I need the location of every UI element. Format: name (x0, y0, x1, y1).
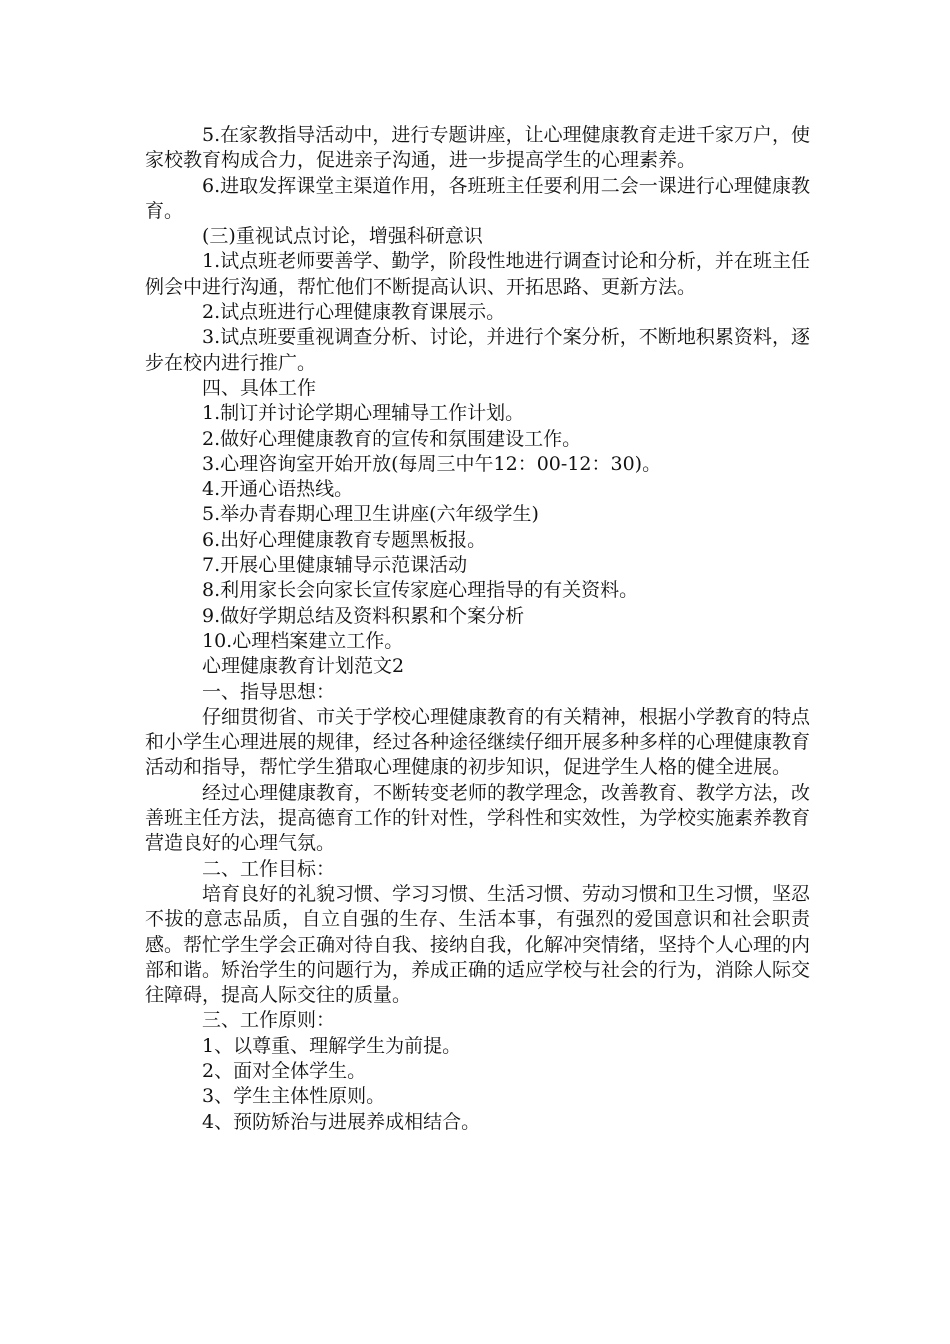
paragraph: 3.试点班要重视调查分析、讨论，并进行个案分析，不断地积累资料，逐步在校内进行推广。 (145, 326, 810, 374)
list-item: 3、学生主体性原则。 (202, 1085, 386, 1108)
list-item: 5.举办青春期心理卫生讲座(六年级学生) (202, 503, 539, 526)
list-item: 3.心理咨询室开始开放(每周三中午12：00-12：30)。 (202, 452, 662, 475)
section-heading: (三)重视试点讨论，增强科研意识 (202, 225, 483, 248)
paragraph: 经过心理健康教育，不断转变老师的教学理念，改善教育、教学方法，改善班主任方法，提高德育工作的针对性，学科性和实效性，为学校实施素养教育营造良好的心理气氛。 (145, 781, 811, 855)
list-item: 2、面对全体学生。 (202, 1059, 367, 1082)
list-item: 9.做好学期总结及资料积累和个案分析 (202, 604, 525, 627)
section-heading: 一、指导思想： (202, 680, 336, 703)
paragraph: 2.试点班进行心理健康教育课展示。 (202, 301, 506, 324)
paragraph: 5.在家教指导活动中，进行专题讲座，让心理健康教育走进千家万户，使家校教育构成合力，促进亲子沟通，进一步提高学生的心理素养。 (145, 124, 810, 172)
document-body (145, 123, 810, 1135)
section-heading: 二、工作目标： (202, 857, 336, 880)
paragraph: 1.试点班老师要善学、勤学，阶段性地进行调查讨论和分析，并在班主任例会中进行沟通，帮忙他们不断提高认识、开拓思路、更新方法。 (145, 250, 810, 298)
paragraph: 培育良好的礼貌习惯、学习习惯、生活习惯、劳动习惯和卫生习惯，坚忍不拔的意志品质，自立自强的生存、生活本事，有强烈的爱国意识和社会职责感。帮忙学生学会正确对待自我、接纳自我，化解冲突情绪，坚持个人心理的内部和谐。矫治学生的问题行为，养成正确的适应学校与社会的行为，消除人际交往障碍，提高人际交往的质量。 (145, 882, 811, 1007)
section-heading: 四、具体工作 (202, 376, 317, 399)
list-item: 8.利用家长会向家长宣传家庭心理指导的有关资料。 (202, 579, 639, 602)
paragraph: 6.进取发挥课堂主渠道作用，各班班主任要利用二会一课进行心理健康教育。 (145, 174, 810, 222)
document-title: 心理健康教育计划范文2 (202, 655, 405, 678)
list-item: 1、以尊重、理解学生为前提。 (202, 1034, 462, 1057)
list-item: 6.出好心理健康教育专题黑板报。 (202, 528, 487, 551)
list-item: 10.心理档案建立工作。 (202, 629, 404, 652)
list-item: 2.做好心理健康教育的宣传和氛围建设工作。 (202, 427, 582, 450)
list-item: 4、预防矫治与进展养成相结合。 (202, 1110, 481, 1133)
list-item: 1.制订并讨论学期心理辅导工作计划。 (202, 402, 525, 425)
section-heading: 三、工作原则： (202, 1009, 336, 1032)
list-item: 7.开展心里健康辅导示范课活动 (202, 554, 468, 577)
list-item: 4.开通心语热线。 (202, 478, 354, 501)
paragraph: 仔细贯彻省、市关于学校心理健康教育的有关精神，根据小学教育的特点和小学生心理进展的规律，经过各种途径继续仔细开展多种多样的心理健康教育活动和指导，帮忙学生猎取心理健康的初步知识，促进学生人格的健全进展。 (145, 705, 811, 779)
